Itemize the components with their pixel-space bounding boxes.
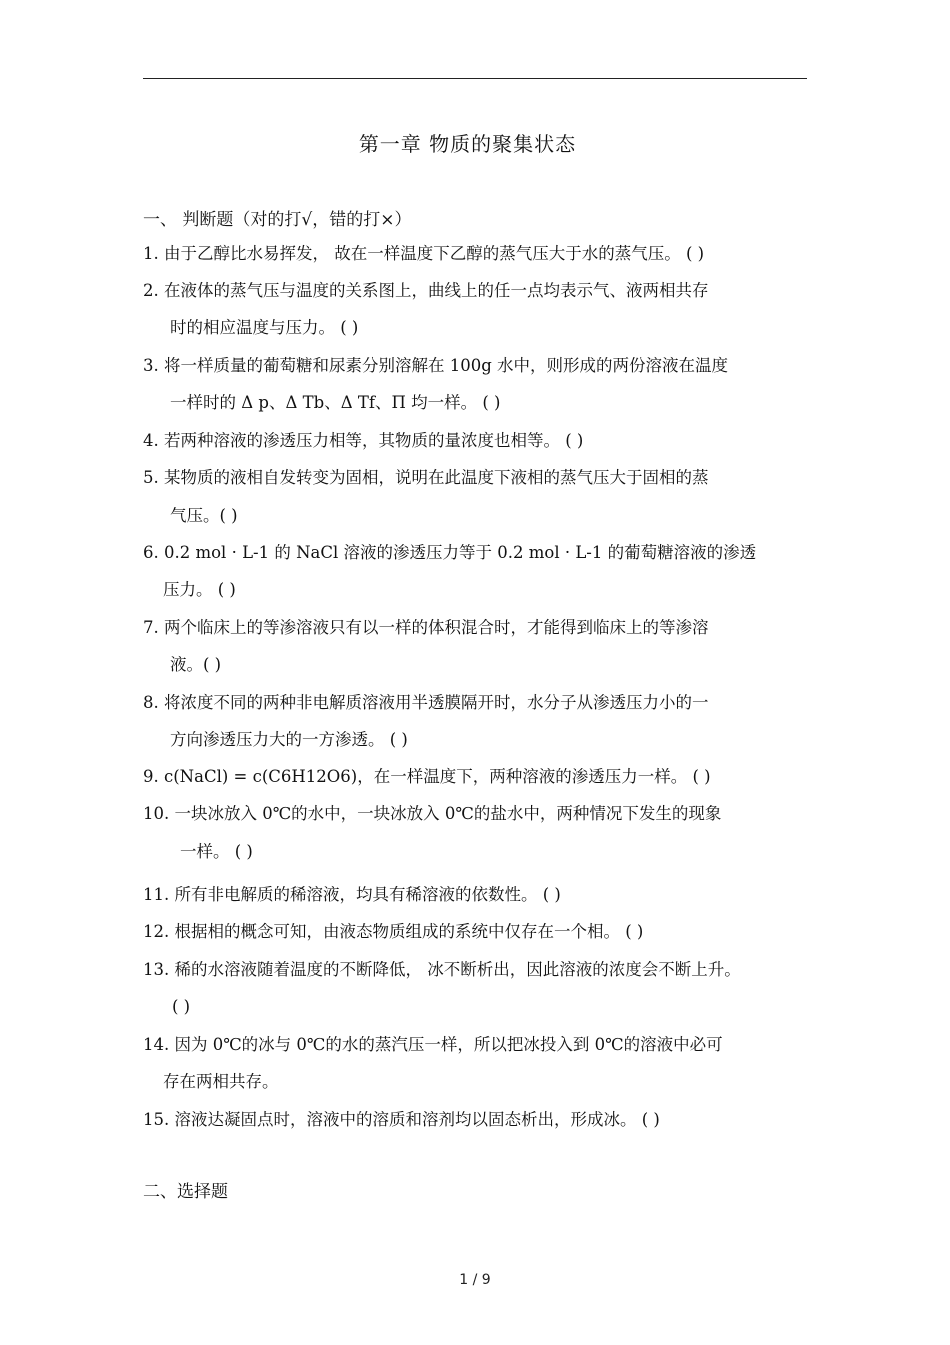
question-2-line-1: 2. 在液体的蒸气压与温度的关系图上，曲线上的任一点均表示气、液两相共存 xyxy=(143,281,709,300)
question-1-line-1: 1. 由于乙醇比水易挥发， 故在一样温度下乙醇的蒸气压大于水的蒸气压。 ( ) xyxy=(143,244,705,263)
question-7-line-1: 7. 两个临床上的等渗溶液只有以一样的体积混合时，才能得到临床上的等渗溶 xyxy=(143,618,709,637)
page-number: 1 / 9 xyxy=(459,1272,491,1288)
question-15-line-1: 15. 溶液达凝固点时，溶液中的溶质和溶剂均以固态析出，形成冰。 ( ) xyxy=(143,1110,660,1129)
question-3-line-1: 3. 将一样质量的葡萄糖和尿素分别溶解在 100g 水中，则形成的两份溶液在温度 xyxy=(143,356,729,375)
question-4-line-1: 4. 若两种溶液的渗透压力相等，其物质的量浓度也相等。 ( ) xyxy=(143,431,584,450)
question-5-line-1: 5. 某物质的液相自发转变为固相，说明在此温度下液相的蒸气压大于固相的蒸 xyxy=(143,468,709,487)
question-3-line-2: 一样时的 Δ p、Δ Tb、Δ Tf、Π 均一样。 ( ) xyxy=(170,393,501,412)
question-6-line-1: 6. 0.2 mol · L-1 的 NaCl 溶液的渗透压力等于 0.2 mol · L-1 的葡萄糖溶液的渗透 xyxy=(143,543,757,562)
question-2-line-2: 时的相应温度与压力。 ( ) xyxy=(170,318,359,337)
question-9-line-1: 9. c(NaCl) = c(C6H12O6)，在一样温度下，两种溶液的渗透压力一样。 ( ) xyxy=(143,767,711,786)
question-11-line-1: 11. 所有非电解质的稀溶液，均具有稀溶液的依数性。 ( ) xyxy=(143,885,561,904)
question-14-line-2: 存在两相共存。 xyxy=(163,1072,279,1091)
section-heading-multiple-choice: 二、选择题 xyxy=(143,1182,228,1202)
section-heading-true-false: 一、 判断题（对的打√，错的打×） xyxy=(143,210,412,230)
header-rule xyxy=(143,78,807,79)
question-13-line-2: ( ) xyxy=(172,997,191,1016)
question-5-line-2: 气压。( ) xyxy=(170,506,238,525)
question-10-line-2: 一样。 ( ) xyxy=(180,842,253,861)
chapter-title: 第一章 物质的聚集状态 xyxy=(358,132,577,156)
question-12-line-1: 12. 根据相的概念可知，由液态物质组成的系统中仅存在一个相。 ( ) xyxy=(143,922,644,941)
question-8-line-1: 8. 将浓度不同的两种非电解质溶液用半透膜隔开时，水分子从渗透压力小的一 xyxy=(143,693,709,712)
question-10-line-1: 10. 一块冰放入 0℃的水中，一块冰放入 0℃的盐水中，两种情况下发生的现象 xyxy=(143,804,722,823)
question-13-line-1: 13. 稀的水溶液随着温度的不断降低， 冰不断析出，因此溶液的浓度会不断上升。 xyxy=(143,960,741,979)
question-7-line-2: 液。( ) xyxy=(170,655,222,674)
question-6-line-2: 压力。 ( ) xyxy=(163,580,236,599)
question-8-line-2: 方向渗透压力大的一方渗透。 ( ) xyxy=(170,730,408,749)
question-14-line-1: 14. 因为 0℃的冰与 0℃的水的蒸汽压一样，所以把冰投入到 0℃的溶液中必可 xyxy=(143,1035,723,1054)
